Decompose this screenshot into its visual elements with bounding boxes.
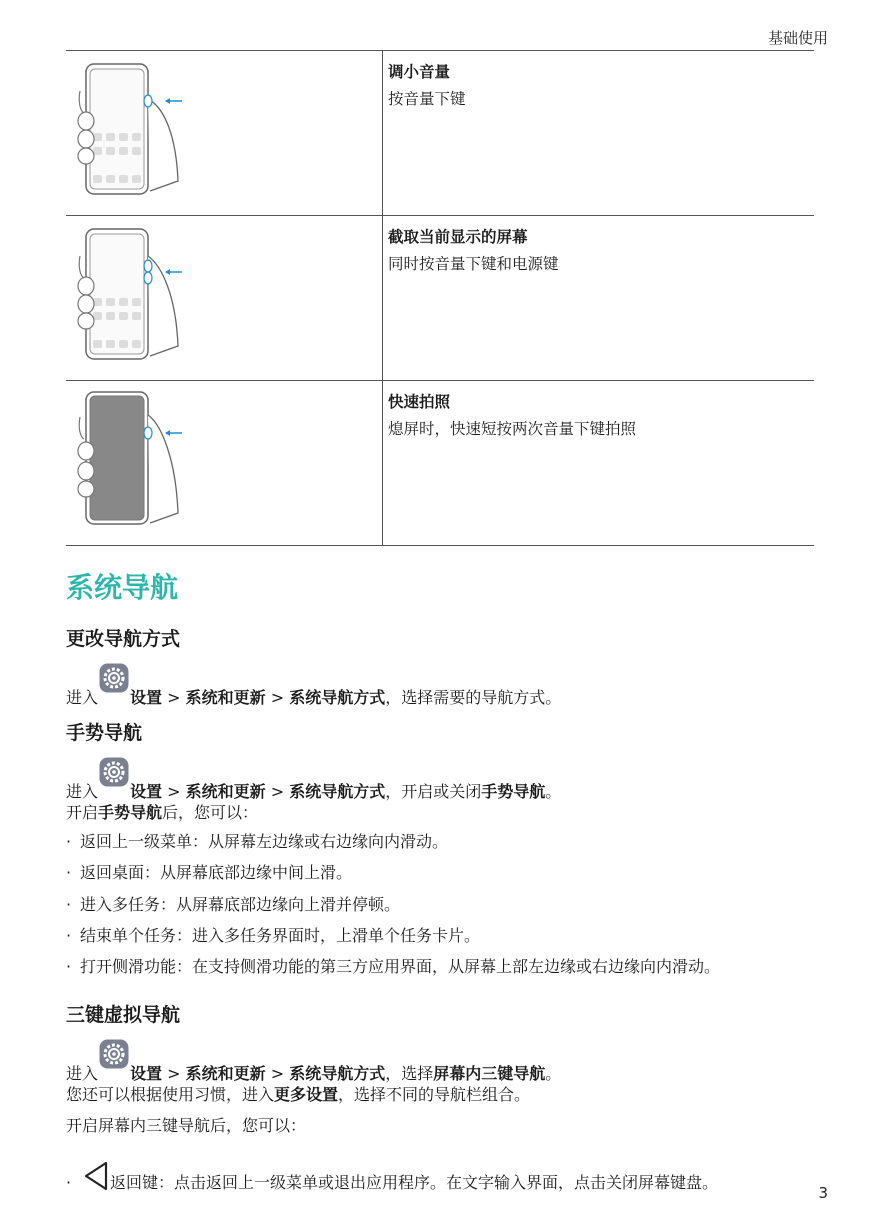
path-separator: > — [265, 782, 290, 801]
gesture-nav-option[interactable]: 手势导航 — [481, 782, 546, 801]
settings-link[interactable]: 设置 — [130, 1064, 163, 1083]
text-end: 。 — [545, 1064, 562, 1083]
table-row — [66, 381, 814, 546]
three-key-after: 开启屏幕内三键导航后，您可以： — [66, 1116, 307, 1135]
settings-gear-icon — [99, 663, 129, 693]
page-number: 3 — [818, 1184, 828, 1202]
key-row-text — [383, 51, 815, 216]
change-nav-heading: 更改导航方式 — [66, 628, 181, 650]
system-update-link[interactable]: 系统和更新 — [185, 688, 266, 707]
text-prefix: 进入 — [66, 688, 99, 707]
gesture-nav-instruction — [66, 769, 561, 804]
table-row — [66, 216, 814, 381]
text-prefix: 进入 — [66, 1064, 99, 1083]
three-key-nav-instruction — [66, 1051, 561, 1086]
gesture-nav-after — [66, 801, 258, 825]
change-nav-instruction — [66, 675, 561, 710]
list-item: · 返回桌面：从屏幕底部边缘中间上滑。 — [66, 863, 353, 882]
path-separator: > — [265, 688, 290, 707]
three-key-nav-option[interactable]: 屏幕内三键导航 — [433, 1064, 546, 1083]
row-description: 按音量下键 — [388, 90, 466, 108]
row-description: 同时按音量下键和电源键 — [388, 255, 559, 273]
list-item: · 返回键：点击返回上一级菜单或退出应用程序。在文字输入界面，点击关闭屏幕键盘。 — [66, 1160, 718, 1195]
bullet-text: 结束单个任务：进入多任务界面时，上滑单个任务卡片。 — [80, 926, 481, 945]
bullet-text: 返回上一级菜单：从屏幕左边缘或右边缘向内滑动。 — [80, 832, 449, 851]
back-triangle-icon — [82, 1160, 110, 1192]
path-separator: > — [162, 688, 186, 707]
path-separator: > — [162, 1064, 186, 1083]
key-row-text — [383, 381, 815, 546]
settings-gear-icon — [99, 1039, 129, 1069]
phone-hand-icon — [66, 381, 206, 541]
text-end: 。 — [545, 782, 562, 801]
page-header: 基础使用 — [767, 29, 828, 47]
system-update-link[interactable]: 系统和更新 — [185, 782, 266, 801]
three-key-nav-heading: 三键虚拟导航 — [66, 1004, 181, 1026]
bullet-text: 进入多任务：从屏幕底部边缘向上滑并停顿。 — [80, 895, 401, 914]
list-item: · 进入多任务：从屏幕底部边缘向上滑并停顿。 — [66, 895, 401, 914]
text-suffix: 后，您可以： — [162, 803, 259, 822]
gesture-nav-heading: 手势导航 — [66, 722, 143, 744]
bullet-text: 打开侧滑功能：在支持侧滑功能的第三方应用界面，从屏幕上部左边缘或右边缘向内滑动。 — [80, 957, 721, 976]
system-update-link[interactable]: 系统和更新 — [185, 1064, 266, 1083]
screenshot-illustration — [66, 216, 383, 381]
path-separator: > — [265, 1064, 290, 1083]
gesture-nav-term: 手势导航 — [98, 803, 163, 822]
text-prefix: 进入 — [66, 782, 99, 801]
text-prefix: 开启 — [66, 803, 99, 822]
volume-down-illustration — [66, 51, 383, 216]
text-suffix: ，选择需要的导航方式。 — [385, 688, 562, 707]
nav-method-link[interactable]: 系统导航方式 — [289, 688, 386, 707]
bullet-text: 返回桌面：从屏幕底部边缘中间上滑。 — [80, 863, 353, 882]
key-row-text — [383, 216, 815, 381]
row-title: 调小音量 — [388, 63, 451, 81]
list-item: · 打开侧滑功能：在支持侧滑功能的第三方应用界面，从屏幕上部左边缘或右边缘向内滑动。 — [66, 957, 721, 976]
row-title: 截取当前显示的屏幕 — [388, 228, 528, 246]
text-mid: ，开启或关闭 — [385, 782, 482, 801]
table-row — [66, 51, 814, 216]
settings-link[interactable]: 设置 — [130, 782, 163, 801]
phone-hand-icon — [66, 51, 206, 211]
row-description: 熄屏时，快速短按两次音量下键拍照 — [388, 420, 637, 438]
bullet-text: 返回键：点击返回上一级菜单或退出应用程序。在文字输入界面，点击关闭屏幕键盘。 — [110, 1173, 719, 1192]
section-title: 系统导航 — [66, 571, 179, 604]
text-suffix: ，选择不同的导航栏组合。 — [338, 1085, 531, 1104]
quick-photo-illustration — [66, 381, 383, 546]
settings-gear-icon — [99, 757, 129, 787]
path-separator: > — [162, 782, 186, 801]
nav-method-link[interactable]: 系统导航方式 — [289, 1064, 386, 1083]
text-mid: ，选择 — [385, 1064, 434, 1083]
key-combination-table — [66, 50, 814, 546]
more-settings-paragraph — [66, 1083, 530, 1107]
row-title: 快速拍照 — [388, 393, 451, 411]
nav-method-link[interactable]: 系统导航方式 — [289, 782, 386, 801]
list-item: · 结束单个任务：进入多任务界面时，上滑单个任务卡片。 — [66, 926, 481, 945]
list-item: · 返回上一级菜单：从屏幕左边缘或右边缘向内滑动。 — [66, 832, 449, 851]
more-settings-link[interactable]: 更多设置 — [274, 1085, 339, 1104]
phone-hand-icon — [66, 216, 206, 376]
settings-link[interactable]: 设置 — [130, 688, 163, 707]
text-prefix: 您还可以根据使用习惯，进入 — [66, 1085, 275, 1104]
